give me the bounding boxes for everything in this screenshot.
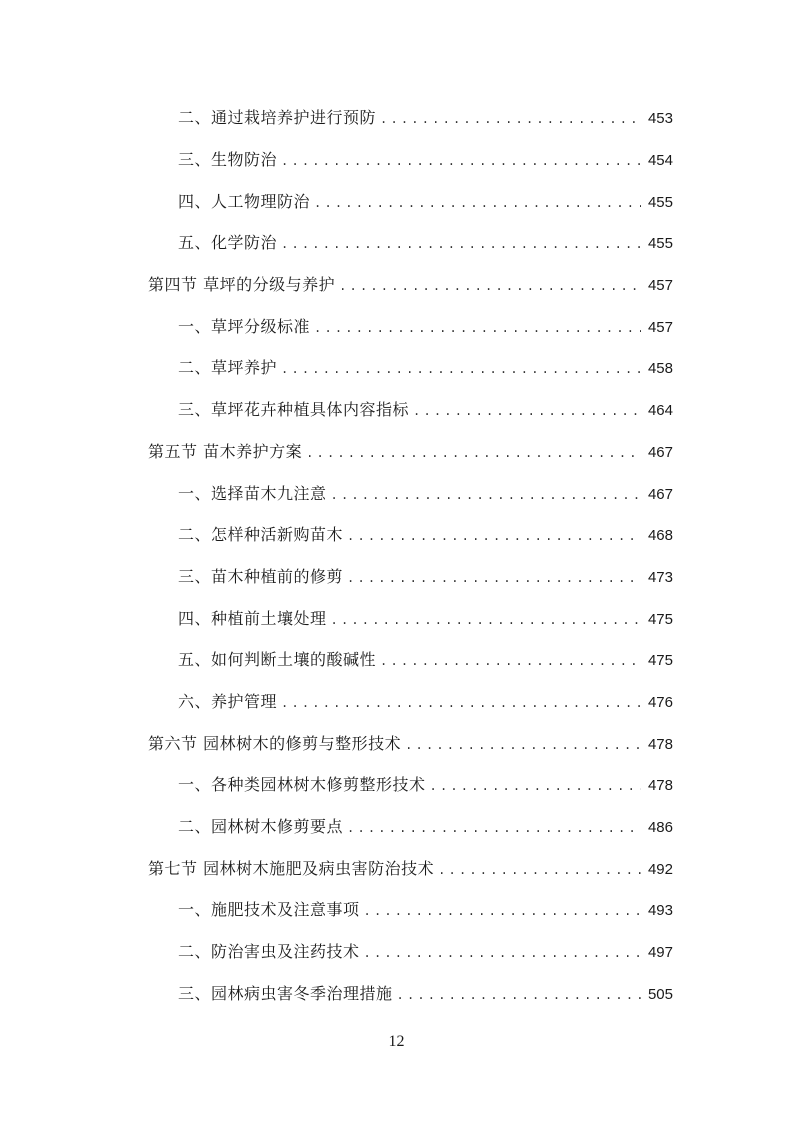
toc-entry-title: 第五节 苗木养护方案 (148, 441, 303, 461)
toc-entry-page: 454 (647, 152, 673, 170)
dot-leader (281, 154, 641, 168)
toc-entry-page: 467 (647, 485, 673, 503)
dot-leader (405, 738, 641, 752)
toc-entry-page: 476 (647, 693, 673, 711)
toc-entry-page: 478 (647, 777, 673, 795)
toc-entry-title: 二、怎样种活新购苗木 (178, 525, 344, 545)
toc-entry-title: 第四节 草坪的分级与养护 (148, 275, 336, 295)
toc-entry[interactable] (0, 388, 793, 430)
toc-entry[interactable] (0, 138, 793, 180)
dot-leader (364, 904, 641, 918)
toc-entry[interactable] (0, 888, 793, 930)
toc-entry[interactable] (0, 930, 793, 972)
toc-entry-page: 453 (647, 110, 673, 128)
page-number: 12 (388, 1033, 405, 1050)
dot-leader (306, 446, 641, 460)
toc-entry-page: 455 (647, 235, 673, 253)
toc-entry[interactable] (0, 846, 793, 888)
toc-entry[interactable] (0, 513, 793, 555)
toc-entry-page: 492 (647, 860, 673, 878)
dot-leader (331, 488, 641, 502)
dot-leader (331, 613, 641, 627)
toc-entry-page: 475 (647, 610, 673, 628)
toc-entry[interactable] (0, 680, 793, 722)
toc-entry[interactable] (0, 471, 793, 513)
toc-entry[interactable] (0, 304, 793, 346)
toc-entry-title: 一、各种类园林树木修剪整形技术 (178, 775, 426, 795)
dot-leader (347, 529, 641, 543)
toc-entry-title: 六、养护管理 (178, 691, 278, 711)
dot-leader (364, 946, 641, 960)
dot-leader (281, 237, 641, 251)
toc-entry-page: 457 (647, 277, 673, 295)
toc-entry-title: 四、人工物理防治 (178, 191, 311, 211)
dot-leader (314, 321, 641, 335)
dot-leader (347, 571, 641, 585)
toc-entry[interactable] (0, 96, 793, 138)
toc-entry[interactable] (0, 596, 793, 638)
toc-entry[interactable] (0, 555, 793, 597)
dot-leader (347, 821, 641, 835)
toc-entry-page: 478 (647, 735, 673, 753)
dot-leader (281, 362, 641, 376)
toc-entry-title: 五、化学防治 (178, 233, 278, 253)
dot-leader (430, 779, 641, 793)
toc-entry-title: 一、施肥技术及注意事项 (178, 900, 360, 920)
toc-entry-title: 第六节 园林树木的修剪与整形技术 (148, 733, 402, 753)
toc-entry[interactable] (0, 971, 793, 1013)
toc-entry-title: 第七节 园林树木施肥及病虫害防治技术 (148, 858, 435, 878)
toc-entry[interactable] (0, 263, 793, 305)
toc-entry[interactable] (0, 763, 793, 805)
dot-leader (281, 696, 641, 710)
toc-entry[interactable] (0, 346, 793, 388)
toc-entry-title: 三、草坪花卉种植具体内容指标 (178, 400, 410, 420)
toc-entry-page: 467 (647, 443, 673, 461)
toc-entry-page: 464 (647, 402, 673, 420)
toc-entry-title: 四、种植前土壤处理 (178, 608, 327, 628)
toc-entry[interactable] (0, 221, 793, 263)
toc-entry-title: 二、通过栽培养护进行预防 (178, 108, 377, 128)
toc-entry-page: 493 (647, 902, 673, 920)
toc-entry[interactable] (0, 638, 793, 680)
toc-entry[interactable] (0, 721, 793, 763)
toc-entry[interactable] (0, 430, 793, 472)
dot-leader (413, 404, 641, 418)
toc-entry-page: 475 (647, 652, 673, 670)
toc-entry[interactable] (0, 179, 793, 221)
toc-entry-page: 455 (647, 193, 673, 211)
toc-entry-title: 三、园林病虫害冬季治理措施 (178, 983, 393, 1003)
dot-leader (339, 279, 641, 293)
toc-entry-title: 一、选择苗木九注意 (178, 483, 327, 503)
toc-entry-page: 505 (647, 985, 673, 1003)
toc-entry[interactable] (0, 805, 793, 847)
dot-leader (438, 863, 641, 877)
toc-entry-title: 二、园林树木修剪要点 (178, 817, 344, 837)
toc-entry-title: 三、苗木种植前的修剪 (178, 566, 344, 586)
toc-entry-page: 457 (647, 318, 673, 336)
toc-entry-page: 473 (647, 568, 673, 586)
toc-entry-page: 486 (647, 819, 673, 837)
table-of-contents (0, 96, 793, 1013)
dot-leader (397, 988, 641, 1002)
toc-entry-page: 497 (647, 944, 673, 962)
toc-entry-title: 二、草坪养护 (178, 358, 278, 378)
toc-entry-page: 458 (647, 360, 673, 378)
toc-entry-title: 五、如何判断土壤的酸碱性 (178, 650, 377, 670)
toc-entry-page: 468 (647, 527, 673, 545)
dot-leader (380, 654, 641, 668)
dot-leader (380, 112, 641, 126)
toc-entry-title: 二、防治害虫及注药技术 (178, 942, 360, 962)
dot-leader (314, 196, 641, 210)
toc-entry-title: 一、草坪分级标准 (178, 316, 311, 336)
toc-entry-title: 三、生物防治 (178, 150, 278, 170)
